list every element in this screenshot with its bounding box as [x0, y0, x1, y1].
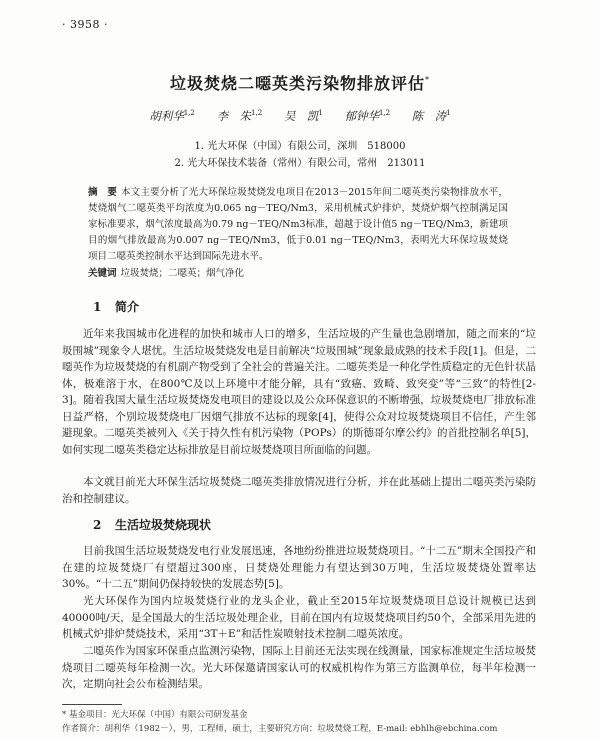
paragraph: 本文就目前光大环保生活垃圾焚烧二噁英类排放情况进行分析，并在此基础上提出二噁英类污染防治和控制建议。: [62, 476, 536, 505]
abstract: [88, 185, 508, 265]
author: 陈 涛$^1$: [411, 109, 451, 123]
section-title: 简介: [115, 300, 140, 314]
footnote-funding: * 基金项目：光大环保（中国）有限公司研发基金: [62, 710, 248, 720]
keywords-text: 垃圾焚烧；二噁英；烟气净化: [120, 268, 245, 279]
author-list: [0, 108, 600, 124]
author: 吴 凯$^1$: [283, 109, 323, 123]
section-heading-1: [93, 298, 139, 315]
paragraph: 目前我国生活垃圾焚烧发电行业发展迅速，各地纷纷推进垃圾焚烧项目。“十二五”期末全国投产和在建的垃圾焚烧厂有望超过300座，日焚烧处理能力有望达到30万吨，生活垃圾焚烧处置率达30%。“十二五”期间仍保持较快的发展态势[5]。: [62, 545, 536, 590]
abstract-text: 本文主要分析了光大环保垃圾焚烧发电项目在2013－2015年间二噁英类污染物排放水平，焚烧烟气二噁英类平均浓度为0.065 ng－TEQ/Nm3，采用机械式炉排炉，焚烧炉烟气控制满足国家标准要求，烟气浓度最高为0.79 ng－TEQ/Nm3标准，超越于设计值5 ng－TEQ/Nm3，新建项目的烟气排放最高为0.007 ng－TEQ/Nm3，低于0.01 ng－TEQ/Nm3，表明光大环保垃圾焚烧项目二噁英类控制水平达到国际先进水平。: [88, 187, 508, 262]
paragraph: 二噁英作为国家环保重点监测污染物，国际上目前还无法实现在线测量，国家标准规定生活垃圾焚烧项目二噁英每年检测一次。光大环保邀请国家认可的权威机构作为第三方监测单位，每半年检测一次，定期向社会公布检测结果。: [62, 645, 536, 690]
author: 李 朱$^{1,2}$: [216, 109, 263, 123]
section-title: 生活垃圾焚烧现状: [115, 518, 212, 532]
keywords: [88, 265, 244, 279]
keywords-label: 关键词: [88, 268, 117, 279]
section-number: 1: [93, 300, 102, 314]
title-footnote-mark: *: [425, 75, 430, 85]
affiliation-1: 1. 光大环保（中国）有限公司，深圳 518000: [194, 141, 406, 152]
paper-title-text: 垃圾焚烧二噁英类污染物排放评估: [169, 74, 425, 93]
author: 郁钟华$^{1,2}$: [344, 109, 391, 123]
footnote-author-bio: 作者简介：胡利华（1982－），男，工程师，硕士，主要研究方向：垃圾焚烧工程，E-mail: ebhlh@ebchina.com: [62, 724, 498, 734]
section-heading-2: [93, 516, 211, 533]
paper-title: [0, 71, 600, 94]
page-number: · 3958 ·: [62, 18, 108, 31]
footnote-divider: [62, 704, 122, 705]
section-number: 2: [93, 518, 102, 532]
author: 胡利华$^{1,2}$: [149, 109, 195, 123]
paragraph: 近年来我国城市化进程的加快和城市人口的增多，生活垃圾的产生量也急剧增加，随之而来的“垃圾围城”现象令人堪忧。生活垃圾焚烧发电是目前解决“垃圾围城”现象最成熟的技术手段[1]。但是，二噁英作为垃圾焚烧的有机副产物受到了全社会的普遍关注。二噁英类是一种化学性质稳定的无色针状晶体，极难溶于水，在800℃及以上环境中才能分解，具有“致癌、致畸、致突变”等“三致”的特性[2-3]。随着我国大量生活垃圾焚烧发电项目的建设以及公众环保意识的不断增强，垃圾焚烧电厂排放标准日益严格，个别垃圾焚烧电厂因烟气排放不达标的现象[4]，使得公众对垃圾焚烧项目不信任，产生邻避现象。二噁英类被列入《关于持久性有机污染物（POPs）的斯德哥尔摩公约》的首批控制名单[5]，如何实现二噁英类稳定达标排放是目前垃圾焚烧项目所面临的问题。: [62, 328, 536, 456]
affiliation-2: 2. 光大环保技术装备（常州）有限公司，常州 213011: [174, 158, 426, 169]
paragraph: 光大环保作为国内垃圾焚烧行业的龙头企业，截止至2015年垃圾焚烧项目总设计规模已达到40000吨/天，是全国最大的生活垃圾处理企业，目前在国内有垃圾焚烧项目约50个，全部采用先进的机械式炉排炉焚烧技术，采用“3T＋E”和活性炭喷射技术控制二噁英浓度。: [62, 595, 536, 640]
abstract-label: 摘 要: [88, 187, 118, 198]
